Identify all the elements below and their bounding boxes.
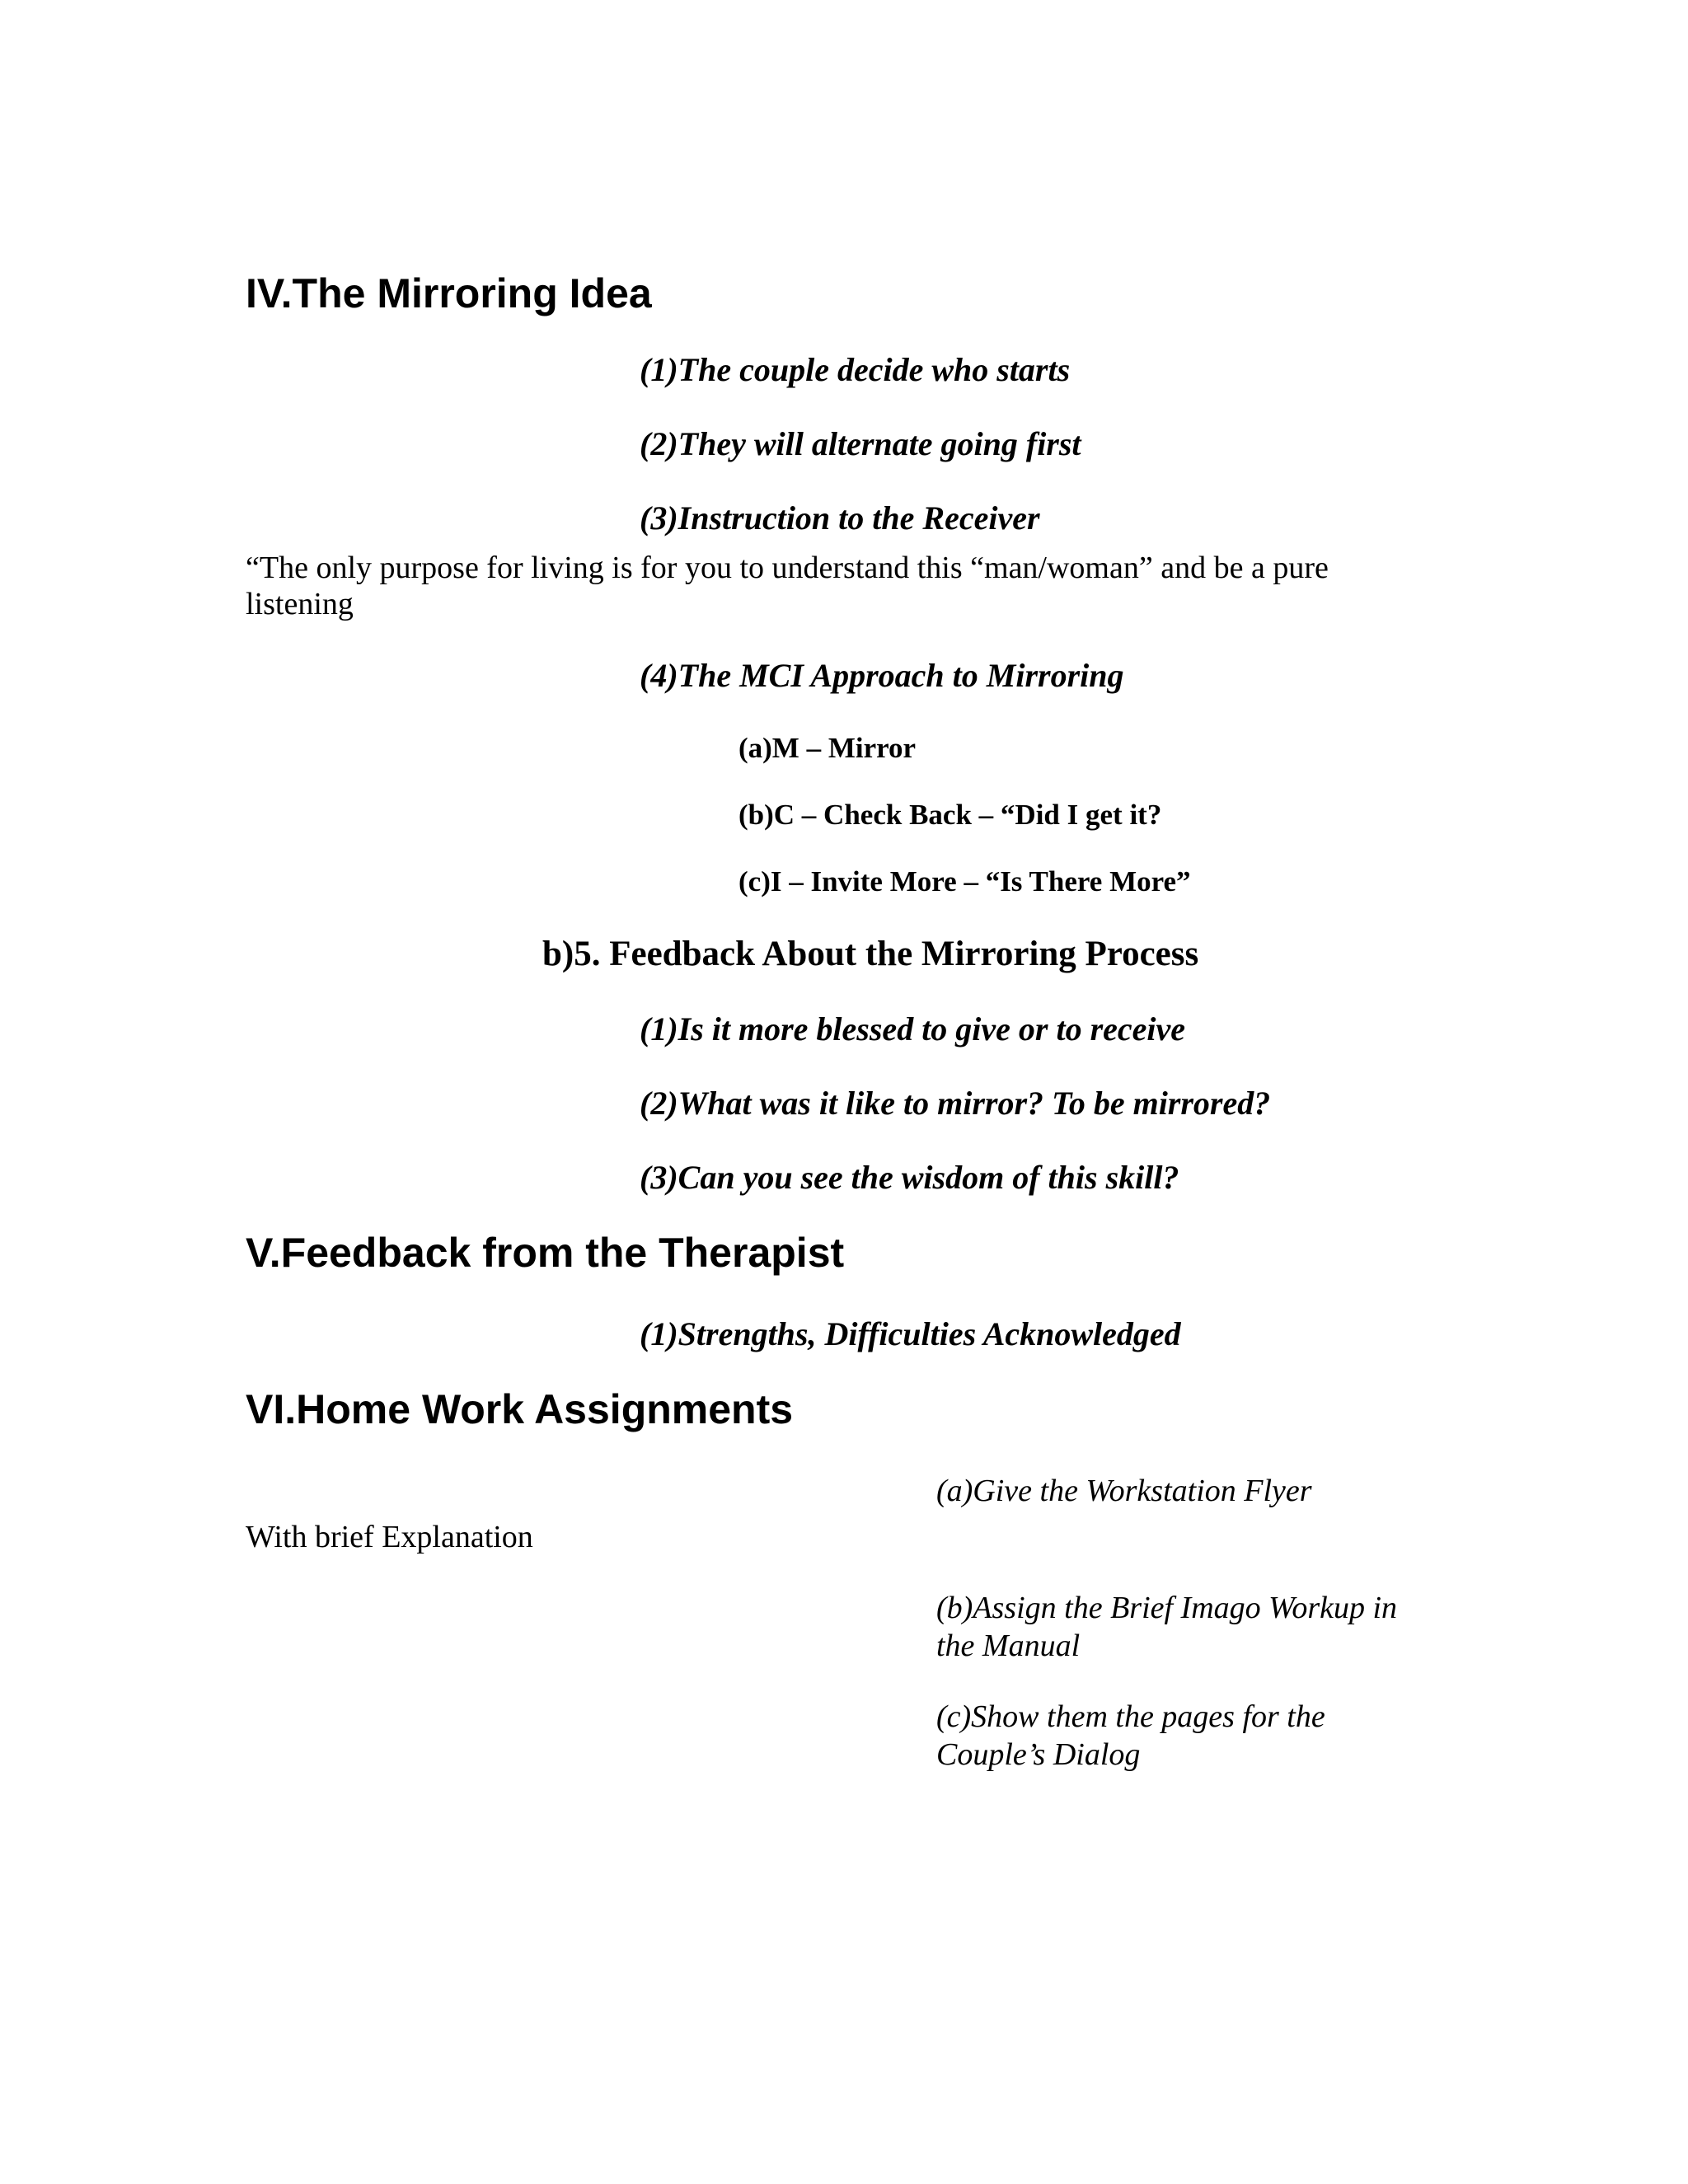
feedback-process-heading: b)5. Feedback About the Mirroring Process xyxy=(542,935,1199,973)
mci-item: (c)I – Invite More – “Is There More” xyxy=(738,865,1191,898)
assignment-item-c-cont: Couple’s Dialog xyxy=(936,1737,1141,1772)
section-v-heading: V.Feedback from the Therapist xyxy=(246,1230,845,1276)
mci-item: (b)C – Check Back – “Did I get it? xyxy=(738,799,1162,831)
assignment-item-c: (c)Show them the pages for the xyxy=(936,1699,1325,1734)
section-vi-heading: VI.Home Work Assignments xyxy=(246,1386,794,1432)
list-item: (1)Strengths, Difficulties Acknowledged xyxy=(640,1315,1181,1352)
mci-item: (a)M – Mirror xyxy=(738,732,917,764)
list-item: (3)Instruction to the Receiver xyxy=(640,499,1040,537)
mci-heading: (4)The MCI Approach to Mirroring xyxy=(640,657,1124,694)
section-iv-heading: IV.The Mirroring Idea xyxy=(246,270,652,316)
list-item: (1)The couple decide who starts xyxy=(640,351,1071,388)
list-item: (2)They will alternate going first xyxy=(640,425,1081,462)
explanation-text: With brief Explanation xyxy=(246,1520,533,1554)
quote-line: listening xyxy=(246,587,354,621)
list-item: (3)Can you see the wisdom of this skill? xyxy=(640,1159,1179,1196)
assignment-item-a: (a)Give the Workstation Flyer xyxy=(936,1474,1312,1508)
assignment-item-b-cont: the Manual xyxy=(936,1629,1081,1663)
list-item: (2)What was it like to mirror? To be mirrored? xyxy=(640,1085,1271,1122)
assignment-item-b: (b)Assign the Brief Imago Workup in xyxy=(936,1591,1398,1625)
quote-line: “The only purpose for living is for you to understand this “man/woman” and be a pure xyxy=(246,551,1329,585)
list-item: (1)Is it more blessed to give or to receive xyxy=(640,1010,1186,1047)
